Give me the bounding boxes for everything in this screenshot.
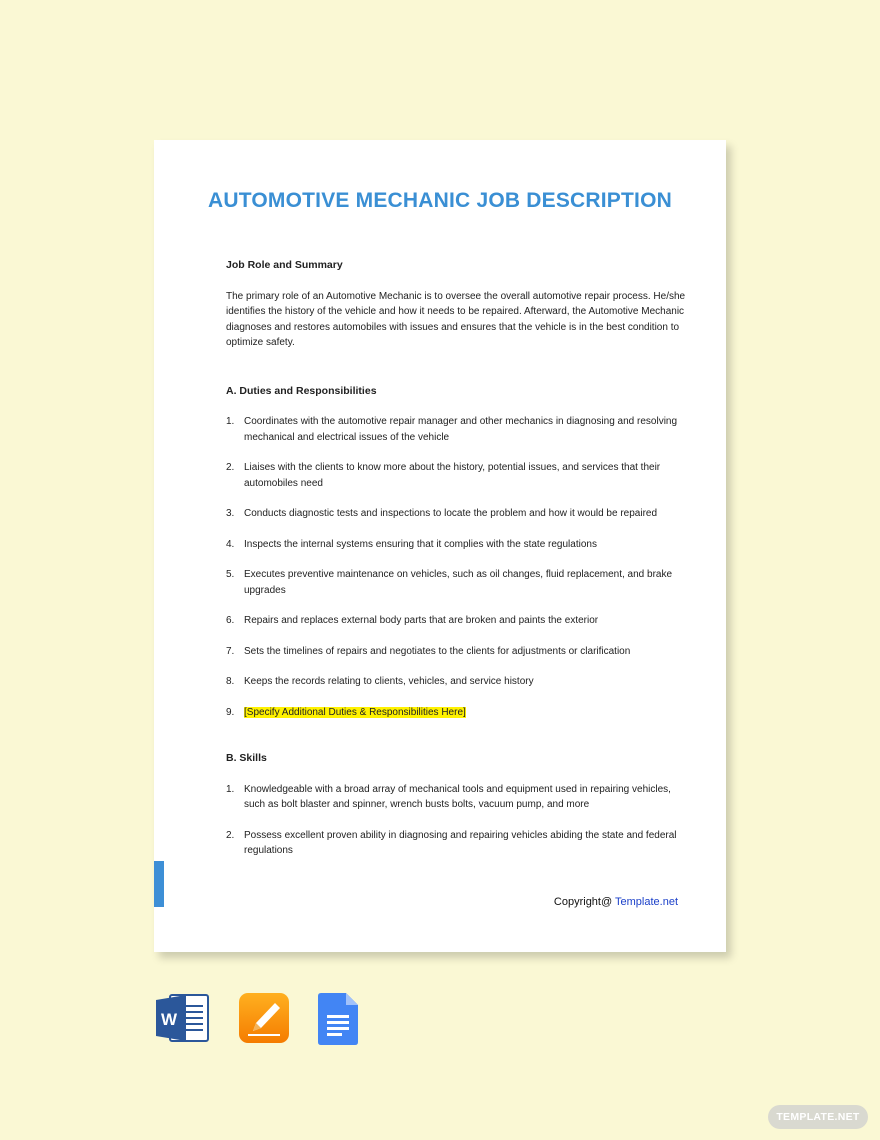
list-text: Executes preventive maintenance on vehicles, such as oil changes, fluid replacement, and brake upgrades — [244, 569, 673, 596]
copyright-note — [554, 896, 678, 908]
template-net-watermark: TEMPLATE.NET — [768, 1105, 868, 1129]
list-text: Inspects the internal systems ensuring that it complies with the state regulations — [244, 538, 597, 550]
list-text-placeholder — [244, 705, 686, 721]
list-item — [226, 613, 686, 629]
list-item — [226, 644, 686, 660]
list-item — [226, 567, 686, 598]
list-item — [226, 414, 686, 445]
list-item — [226, 674, 686, 690]
list-text: Possess excellent proven ability in diagnosing and repairing vehicles abiding the state and federal regulations — [244, 829, 677, 856]
summary-heading: Job Role and Summary — [226, 259, 343, 271]
document-title: AUTOMOTIVE MECHANIC JOB DESCRIPTION — [208, 189, 672, 212]
list-item — [226, 705, 686, 721]
list-item — [226, 506, 686, 522]
list-text: Liaises with the clients to know more about the history, potential issues, and services that their automobiles need — [244, 462, 661, 489]
duties-heading: A. Duties and Responsibilities — [226, 384, 377, 397]
list-text: Knowledgeable with a broad array of mechanical tools and equipment used in repairing vehicles, such as bolt blaster and spinner, wrench busts bolts, vacuum pump, and more — [244, 783, 671, 810]
skills-list — [226, 782, 686, 859]
word-icon[interactable] — [156, 993, 210, 1043]
list-number: 4. — [226, 538, 235, 550]
list-item — [226, 537, 686, 553]
list-number: 6. — [226, 615, 235, 626]
list-text: Keeps the records relating to clients, vehicles, and service history — [244, 676, 534, 687]
list-number: 9. — [226, 706, 235, 718]
list-number: 3. — [226, 508, 235, 519]
list-text: Repairs and replaces external body parts that are broken and paints the exterior — [244, 615, 599, 626]
document-body — [226, 258, 686, 874]
list-number: 1. — [226, 783, 235, 795]
list-item — [226, 828, 686, 859]
highlighted-placeholder: [Specify Additional Duties & Responsibilities Here] — [244, 706, 466, 718]
google-docs-icon[interactable] — [318, 993, 360, 1045]
copyright-link[interactable]: Template.net — [615, 896, 678, 908]
list-text: Sets the timelines of repairs and negotiates to the clients for adjustments or clarification — [244, 645, 631, 657]
list-item — [226, 460, 686, 491]
word-letter: W — [160, 1010, 178, 1029]
document-page — [154, 140, 726, 952]
list-item — [226, 782, 686, 813]
summary-text: The primary role of an Automotive Mechanic is to oversee the overall automotive repair process. He/she identifies the history of the vehicle and how it needs to be repaired. Afterward, the Automotive Mechanic diagnoses and restores automobiles with issues and ensures that the vehicle is in the best condition to optimize safety. — [226, 290, 686, 348]
list-text: Conducts diagnostic tests and inspections to locate the problem and how it would be repaired — [244, 508, 658, 519]
skills-heading: B. Skills — [226, 752, 267, 764]
list-number: 7. — [226, 645, 235, 657]
duties-list — [226, 414, 686, 720]
list-number: 1. — [226, 416, 235, 427]
list-number: 2. — [226, 462, 235, 473]
pages-icon[interactable] — [239, 993, 291, 1043]
copyright-label: Copyright@ — [553, 896, 616, 908]
list-text: Coordinates with the automotive repair manager and other mechanics in diagnosing and resolving mechanical and electrical issues of the vehicle — [244, 416, 678, 443]
list-number: 2. — [226, 829, 235, 841]
list-number: 8. — [226, 676, 235, 687]
accent-bar — [154, 861, 164, 907]
list-number: 5. — [226, 569, 235, 580]
